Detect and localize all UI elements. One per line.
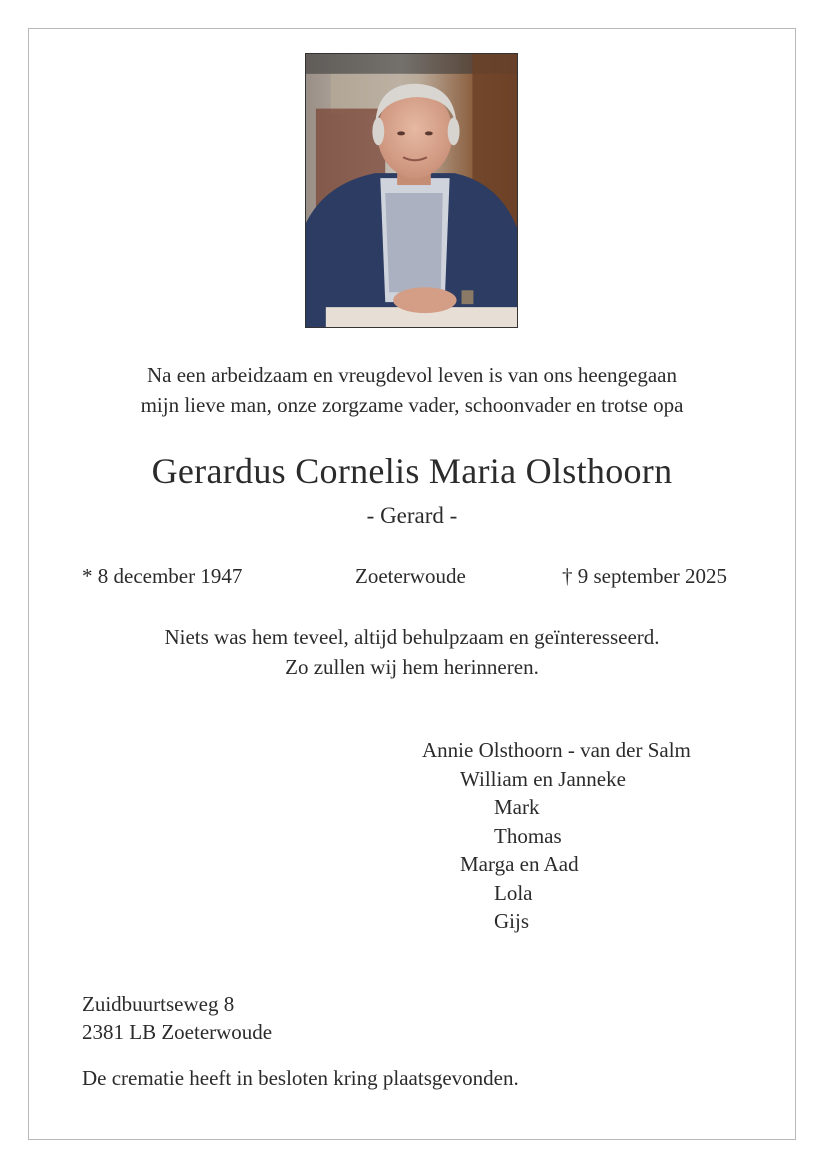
- residence-place: Zoeterwoude: [355, 564, 466, 588]
- birth-date: * 8 december 1947: [82, 564, 243, 588]
- deceased-full-name: Gerardus Cornelis Maria Olsthoorn: [151, 451, 673, 491]
- address-street: Zuidbuurtseweg 8: [82, 992, 235, 1016]
- remembrance-line-2: Zo zullen wij hem herinneren.: [285, 655, 539, 679]
- family-member: Mark: [494, 795, 540, 819]
- remembrance-text: [28, 622, 796, 682]
- intro-line-2: mijn lieve man, onze zorgzame vader, schoonvader en trotse opa: [140, 393, 684, 417]
- intro-text: [28, 360, 796, 420]
- portrait-photo: [305, 53, 518, 328]
- family-list: [422, 736, 691, 936]
- remembrance-line-1: Niets was hem teveel, altijd behulpzaam en geïnteresseerd.: [164, 625, 660, 649]
- family-member: Thomas: [494, 823, 562, 848]
- address-city: 2381 LB Zoeterwoude: [82, 1020, 273, 1044]
- family-member: William en Janneke: [460, 766, 626, 791]
- family-member: Annie Olsthoorn - van der Salm: [422, 738, 691, 762]
- portrait-illustration: [306, 54, 517, 327]
- cremation-notice: De crematie heeft in besloten kring plaatsgevonden.: [82, 1066, 519, 1090]
- deceased-nickname: - Gerard -: [366, 503, 458, 528]
- dates-row: [0, 564, 825, 594]
- family-member: Lola: [494, 880, 533, 905]
- intro-line-1: Na een arbeidzaam en vreugdevol leven is van ons heengegaan: [146, 363, 677, 387]
- family-member: Gijs: [494, 909, 530, 933]
- death-date: † 9 september 2025: [562, 564, 728, 588]
- correspondence-address: [82, 990, 272, 1046]
- family-member: Marga en Aad: [460, 852, 579, 876]
